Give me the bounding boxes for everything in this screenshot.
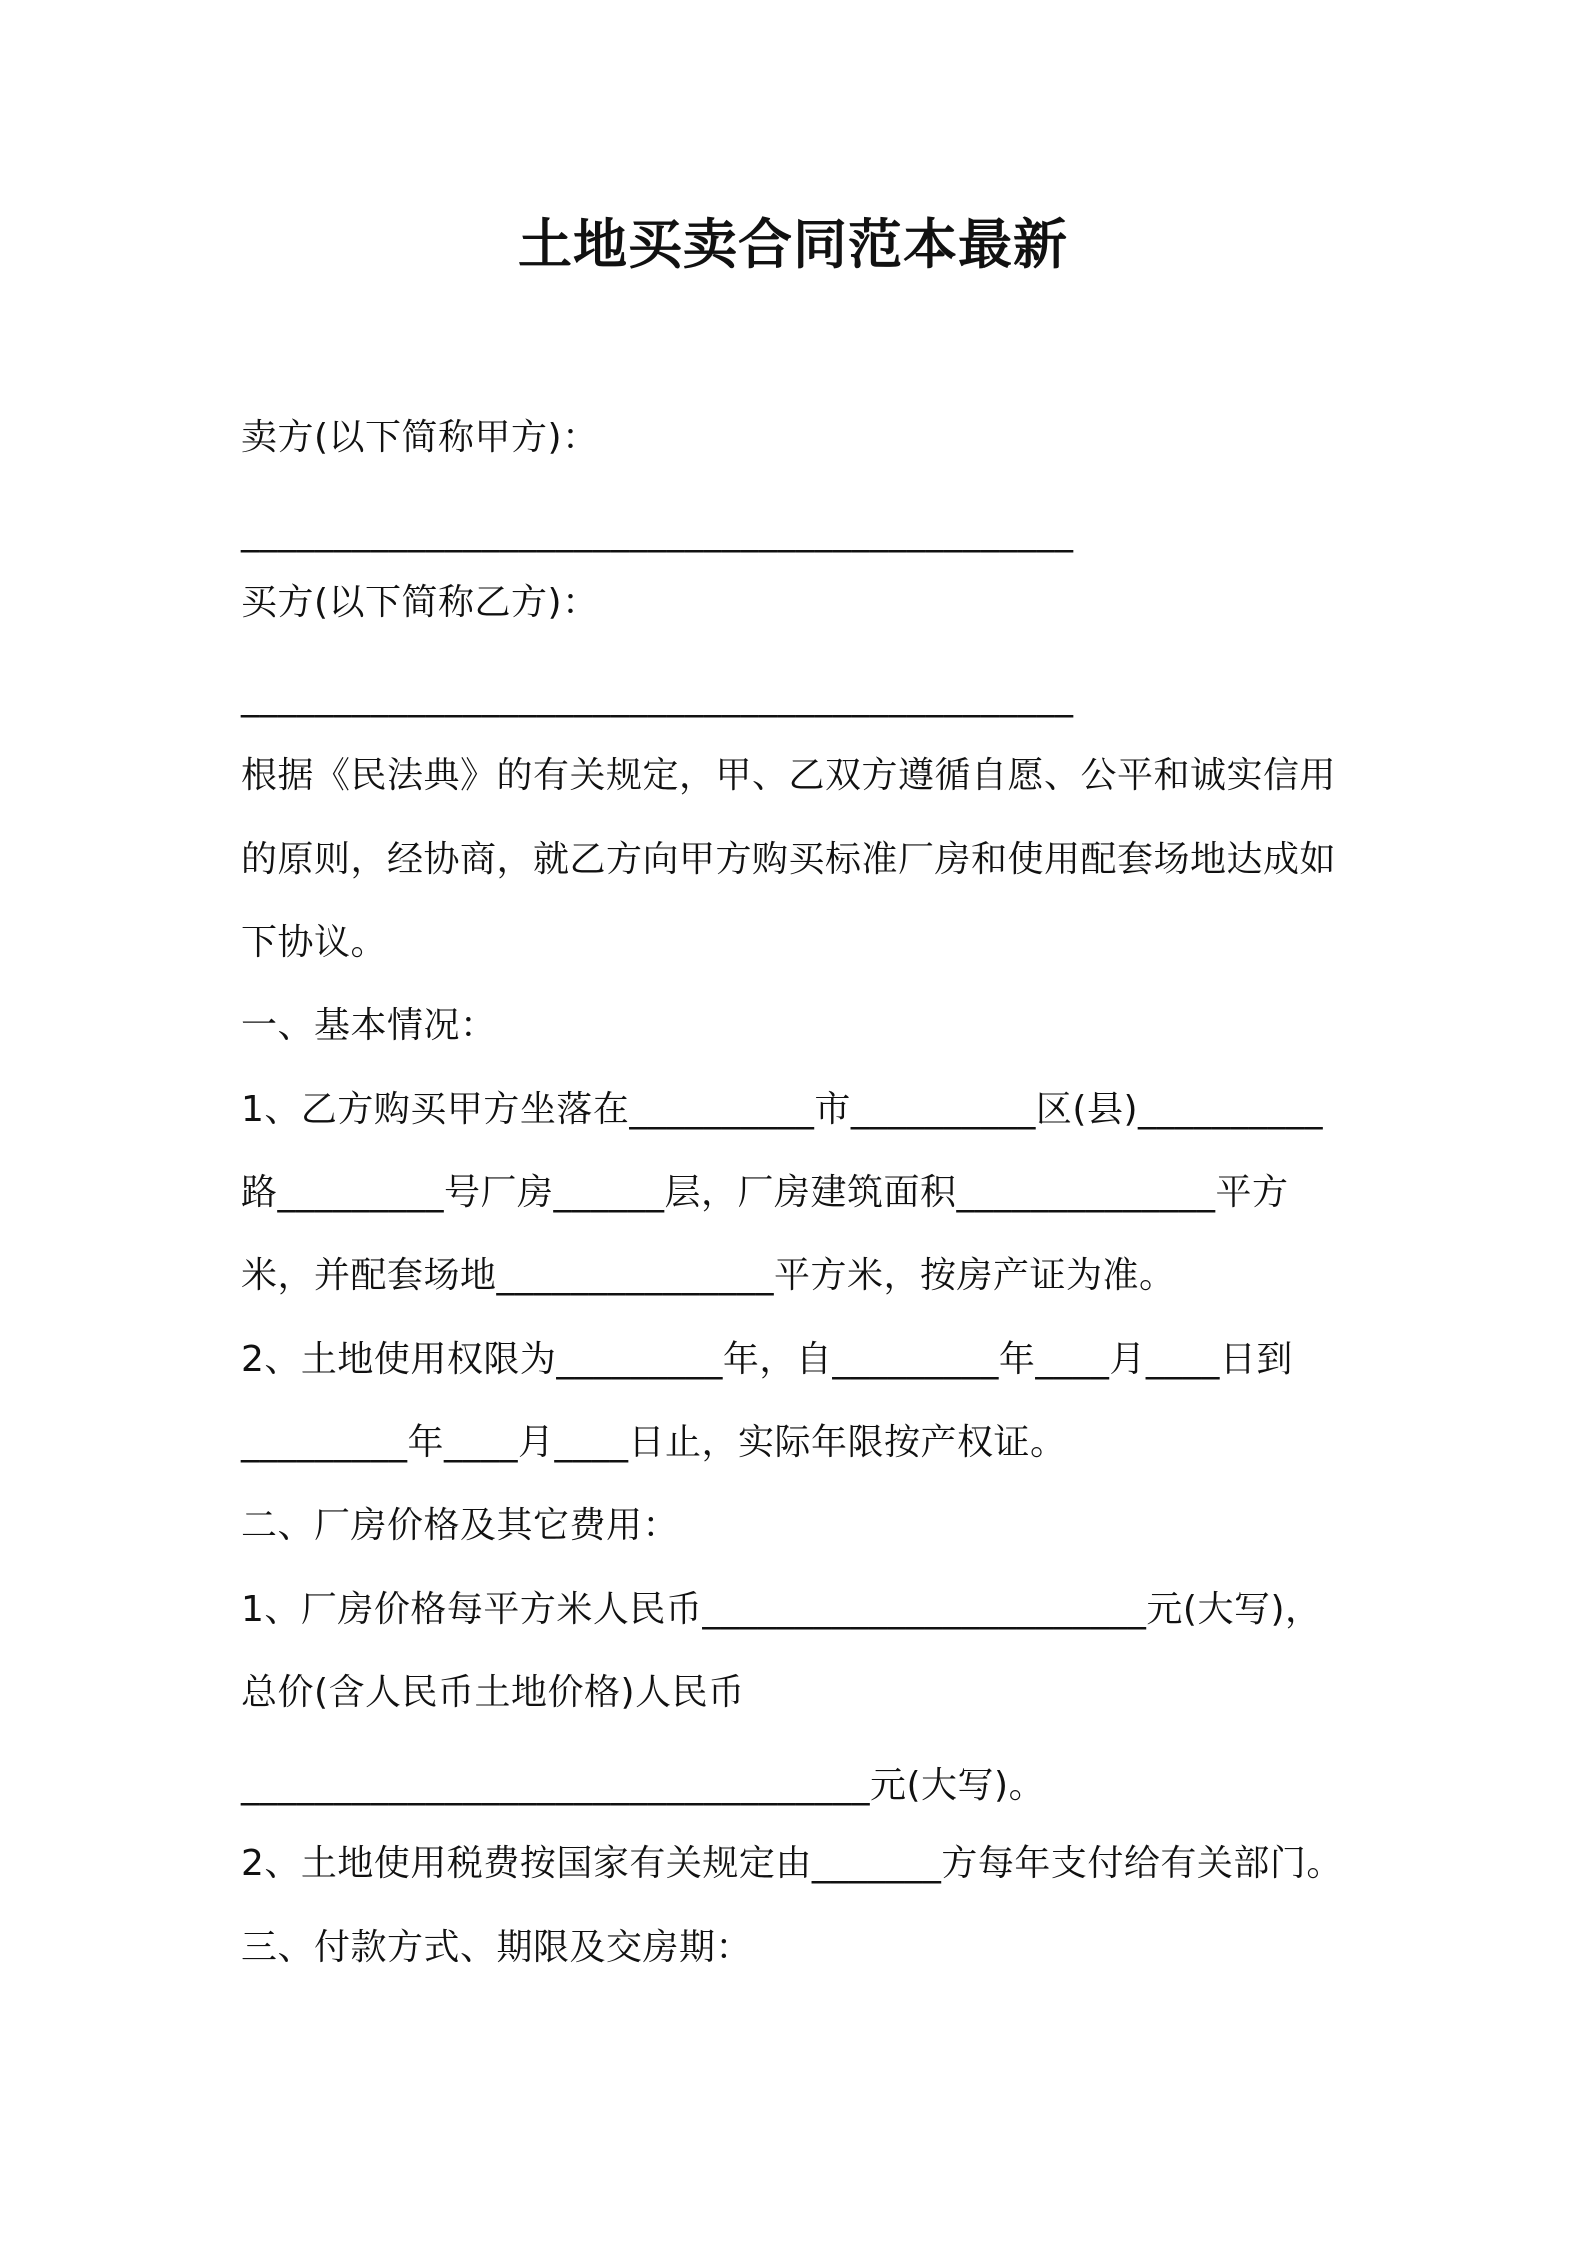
preamble-line-1: 根据《民法典》的有关规定，甲、乙双方遵循自愿、公平和诚实信用 [241,755,1337,796]
seller-blank-line: _____________________________________________ [241,512,1074,553]
clause-2-1-line-1: 1、厂房价格每平方米人民币________________________元(大写)， [241,1589,1322,1630]
preamble-line-2: 的原则，经协商，就乙方向甲方购买标准厂房和使用配套场地达成如 [241,839,1337,880]
preamble-line-3: 下协议。 [241,922,388,963]
clause-1-2-line-1: 2、土地使用权限为_________年，自_________年____月____日到 [241,1339,1293,1380]
document-title: 土地买卖合同范本最新 [518,213,1068,276]
clause-2-2: 2、土地使用税费按国家有关规定由_______方每年支付给有关部门。 [241,1843,1343,1884]
clause-2-1-line-2: 总价(含人民币土地价格)人民币 [241,1672,745,1713]
clause-1-1-line-2: 路_________号厂房______层，厂房建筑面积______________平方 [241,1172,1289,1213]
clause-2-1-line-3: __________________________________元(大写)。 [241,1765,1046,1806]
clause-1-1-line-1: 1、乙方购买甲方坐落在__________市__________区(县)__________ [241,1089,1323,1130]
seller-label: 卖方(以下简称甲方)： [241,417,599,458]
buyer-blank-line: _____________________________________________ [241,677,1074,718]
section-2-heading: 二、厂房价格及其它费用： [241,1505,680,1546]
section-3-heading: 三、付款方式、期限及交房期： [241,1927,753,1968]
clause-1-2-line-2: _________年____月____日止，实际年限按产权证。 [241,1422,1067,1463]
clause-1-1-line-3: 米，并配套场地_______________平方米，按房产证为准。 [241,1255,1176,1296]
section-1-heading: 一、基本情况： [241,1005,497,1046]
buyer-label: 买方(以下简称乙方)： [241,582,599,623]
